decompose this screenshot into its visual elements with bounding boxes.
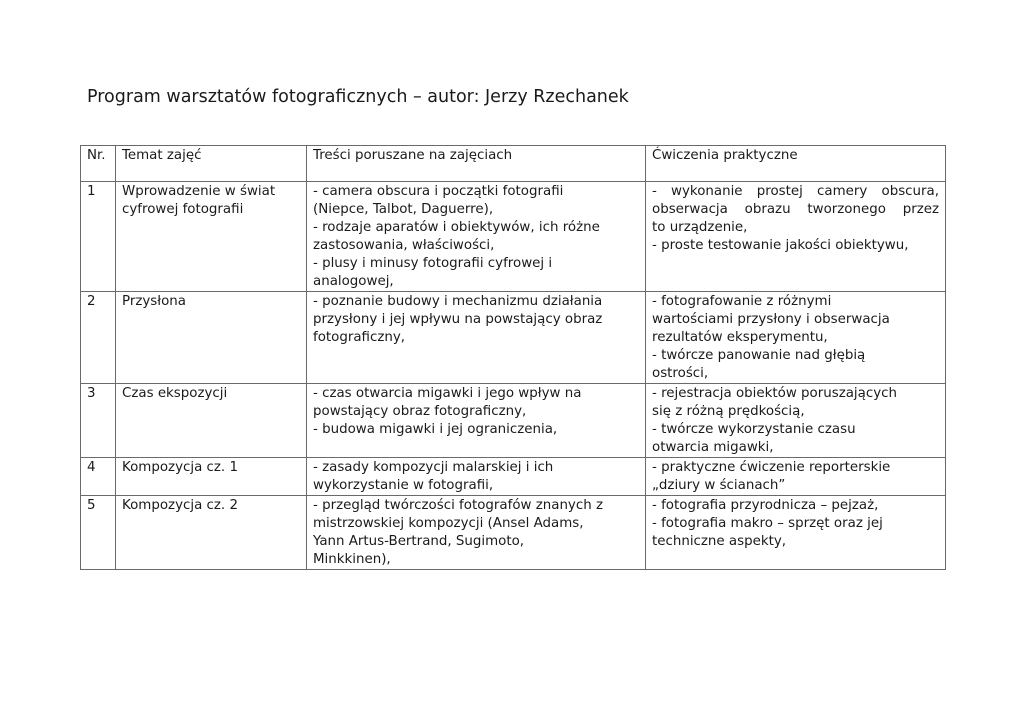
cell-line: Yann Artus-Bertrand, Sugimoto, — [313, 534, 525, 549]
cell-line: fotograficzny, — [313, 330, 406, 345]
cell-line: wykorzystanie w fotografii, — [313, 478, 494, 493]
cell-temat — [116, 496, 307, 570]
cell-line: techniczne aspekty, — [652, 534, 787, 549]
cell-line: zastosowania, właściwości, — [313, 238, 495, 253]
cell-line: - plusy i minusy fotografii cyfrowej i — [313, 256, 553, 271]
cell-tresci — [307, 182, 646, 292]
cell-line: rezultatów eksperymentu, — [652, 330, 828, 345]
cell-line: Czas ekspozycji — [122, 386, 228, 401]
cell-line: - rejestracja obiektów poruszających — [652, 386, 897, 401]
cell-line: Przysłona — [122, 294, 186, 309]
header-nr: Nr. — [81, 146, 116, 182]
cell-line: to urządzenie, — [652, 220, 748, 235]
cell-line: - fotografia makro – sprzęt oraz jej — [652, 516, 883, 531]
cell-line: - czas otwarcia migawki i jego wpływ na — [313, 386, 582, 401]
cell-line: - twórcze wykorzystanie czasu — [652, 422, 856, 437]
cell-line: obserwacja obrazu tworzonego przez — [652, 202, 939, 217]
cell-line: przysłony i jej wpływu na powstający obraz — [313, 312, 603, 327]
table-row — [81, 384, 946, 458]
cell-line: - fotografia przyrodnicza – pejzaż, — [652, 498, 879, 513]
header-temat: Temat zajęć — [116, 146, 307, 182]
cell-temat — [116, 458, 307, 496]
cell-cwiczenia — [646, 182, 946, 292]
cell-cwiczenia — [646, 496, 946, 570]
table-row — [81, 496, 946, 570]
cell-line: (Niepce, Talbot, Daguerre), — [313, 202, 494, 217]
cell-temat — [116, 292, 307, 384]
header-cwiczenia: Ćwiczenia praktyczne — [646, 146, 946, 182]
cell-temat — [116, 384, 307, 458]
cell-tresci — [307, 292, 646, 384]
cell-line: - wykonanie prostej camery obscura, — [652, 184, 939, 199]
cell-line: - proste testowanie jakości obiektywu, — [652, 238, 909, 253]
cell-nr: 3 — [81, 384, 116, 458]
cell-line: - budowa migawki i jej ograniczenia, — [313, 422, 558, 437]
cell-line: się z różną prędkością, — [652, 404, 805, 419]
cell-nr: 1 — [81, 182, 116, 292]
cell-nr: 4 — [81, 458, 116, 496]
cell-nr: 5 — [81, 496, 116, 570]
cell-line: Minkkinen), — [313, 552, 391, 567]
cell-line: - twórcze panowanie nad głębią — [652, 348, 866, 363]
cell-line: Wprowadzenie w świat — [122, 184, 276, 199]
program-table — [80, 145, 946, 570]
cell-line: - poznanie budowy i mechanizmu działania — [313, 294, 603, 309]
cell-line: powstający obraz fotograficzny, — [313, 404, 527, 419]
cell-line: analogowej, — [313, 274, 394, 289]
document-title: Program warsztatów fotograficznych – autor: Jerzy Rzechanek — [87, 87, 629, 107]
table-row — [81, 458, 946, 496]
cell-line: - przegląd twórczości fotografów znanych z — [313, 498, 603, 513]
cell-nr: 2 — [81, 292, 116, 384]
cell-line: - zasady kompozycji malarskiej i ich — [313, 460, 554, 475]
cell-line: Kompozycja cz. 1 — [122, 460, 238, 475]
cell-line: otwarcia migawki, — [652, 440, 774, 455]
cell-line: cyfrowej fotografii — [122, 202, 244, 217]
cell-line: - rodzaje aparatów i obiektywów, ich różne — [313, 220, 600, 235]
cell-line: - fotografowanie z różnymi — [652, 294, 832, 309]
cell-cwiczenia — [646, 458, 946, 496]
header-tresci: Treści poruszane na zajęciach — [307, 146, 646, 182]
cell-tresci — [307, 458, 646, 496]
table-row — [81, 182, 946, 292]
table-header-row — [81, 146, 946, 182]
cell-line: „dziury w ścianach” — [652, 478, 786, 493]
cell-line: mistrzowskiej kompozycji (Ansel Adams, — [313, 516, 584, 531]
cell-line: Kompozycja cz. 2 — [122, 498, 238, 513]
cell-tresci — [307, 496, 646, 570]
cell-line: - praktyczne ćwiczenie reporterskie — [652, 460, 891, 475]
cell-line: ostrości, — [652, 366, 709, 381]
cell-line: wartościami przysłony i obserwacja — [652, 312, 890, 327]
cell-temat — [116, 182, 307, 292]
cell-cwiczenia — [646, 292, 946, 384]
cell-line: - camera obscura i początki fotografii — [313, 184, 564, 199]
table-row — [81, 292, 946, 384]
cell-cwiczenia — [646, 384, 946, 458]
cell-tresci — [307, 384, 646, 458]
